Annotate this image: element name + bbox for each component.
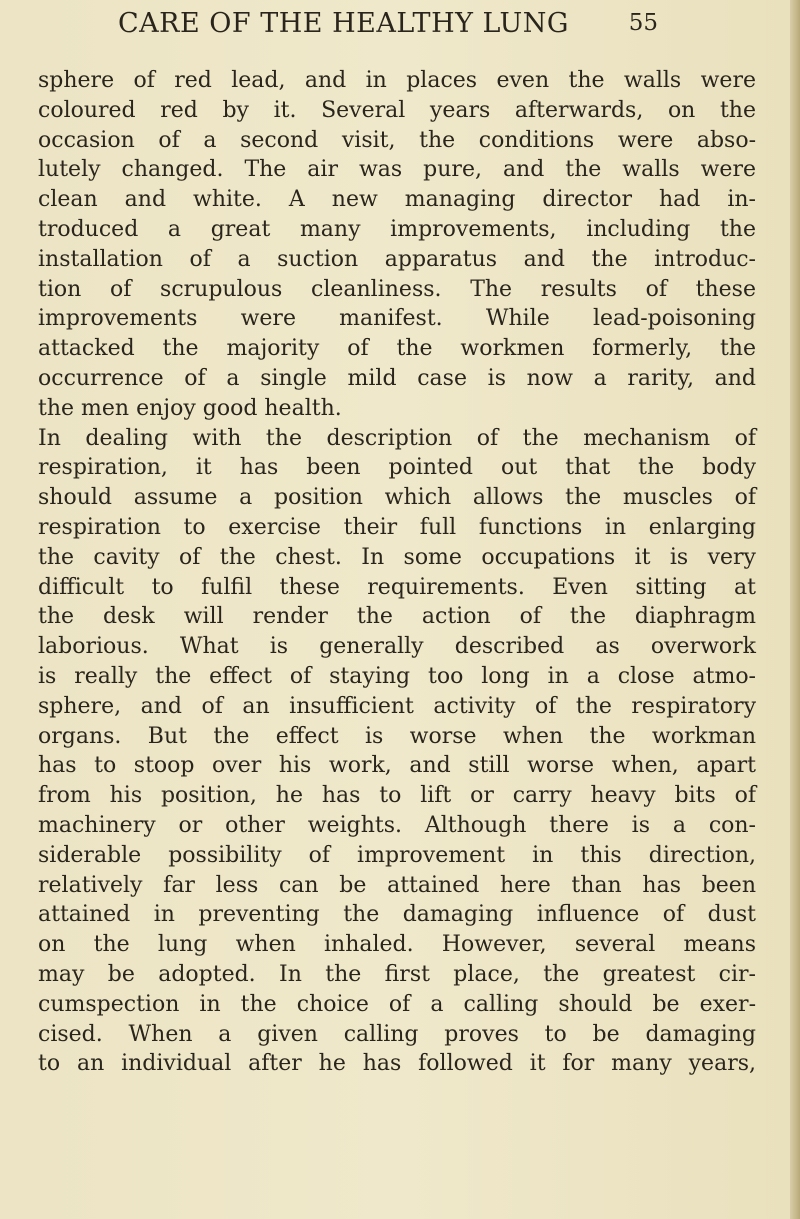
text-line: lutely changed. The air was pure, and the walls were bbox=[38, 157, 756, 183]
text-line: has to stoop over his work, and still worse when, apart bbox=[38, 753, 756, 779]
text-line: laborious. What is generally described as overwork bbox=[38, 634, 756, 660]
page-number: 55 bbox=[628, 10, 658, 36]
text-line: occurrence of a single mild case is now a rarity, and bbox=[38, 365, 756, 391]
text-line: organs. But the effect is worse when the workman bbox=[38, 723, 756, 749]
text-line: from his position, he has to lift or carry heavy bits of bbox=[38, 783, 756, 809]
text-line: clean and white. A new managing director had in- bbox=[38, 187, 756, 213]
text-line: sphere, and of an insufficient activity of the respiratory bbox=[38, 693, 756, 719]
paragraph-start-line: In dealing with the description of the mechanism of bbox=[38, 425, 756, 451]
text-line: to an individual after he has followed it for many years, bbox=[38, 1051, 756, 1077]
text-line: the men enjoy good health. bbox=[38, 395, 342, 421]
text-line: sphere of red lead, and in places even the walls were bbox=[38, 68, 756, 93]
text-line: cumspection in the choice of a calling should be exer- bbox=[38, 991, 756, 1017]
text-line: machinery or other weights. Although there is a con- bbox=[38, 812, 756, 838]
text-line: attained in preventing the damaging influence of dust bbox=[38, 902, 756, 928]
running-head: CARE OF THE HEALTHY LUNG bbox=[118, 8, 569, 39]
text-line: tion of scrupulous cleanliness. The results of these bbox=[38, 276, 756, 302]
text-line: occasion of a second visit, the conditions were abso- bbox=[38, 127, 756, 153]
text-line: should assume a position which allows the muscles of bbox=[38, 485, 756, 511]
text-line: the cavity of the chest. In some occupations it is very bbox=[38, 544, 756, 570]
text-line: relatively far less can be attained here than has been bbox=[38, 872, 756, 898]
text-line: troduced a great many improvements, including the bbox=[38, 216, 756, 242]
body-text bbox=[38, 66, 756, 1079]
text-line: siderable possibility of improvement in this direction, bbox=[38, 842, 756, 868]
text-line: attacked the majority of the workmen formerly, the bbox=[38, 336, 756, 362]
text-line: installation of a suction apparatus and the introduc- bbox=[38, 246, 756, 272]
text-line: respiration, it has been pointed out that the body bbox=[38, 455, 756, 481]
text-line: the desk will render the action of the diaphragm bbox=[38, 604, 756, 630]
text-line: is really the effect of staying too long in a close atmo- bbox=[38, 663, 756, 689]
text-line: respiration to exercise their full functions in enlarging bbox=[38, 514, 756, 540]
text-line: on the lung when inhaled. However, several means bbox=[38, 932, 756, 958]
text-line: may be adopted. In the first place, the greatest cir- bbox=[38, 961, 756, 987]
text-line: improvements were manifest. While lead-poisoning bbox=[38, 306, 756, 332]
text-line: difficult to fulfil these requirements. Even sitting at bbox=[38, 574, 756, 600]
page-edge-shadow bbox=[790, 0, 800, 1219]
text-line: coloured red by it. Several years afterwards, on the bbox=[38, 97, 756, 123]
page-header bbox=[118, 8, 658, 48]
text-line: cised. When a given calling proves to be damaging bbox=[38, 1021, 756, 1047]
